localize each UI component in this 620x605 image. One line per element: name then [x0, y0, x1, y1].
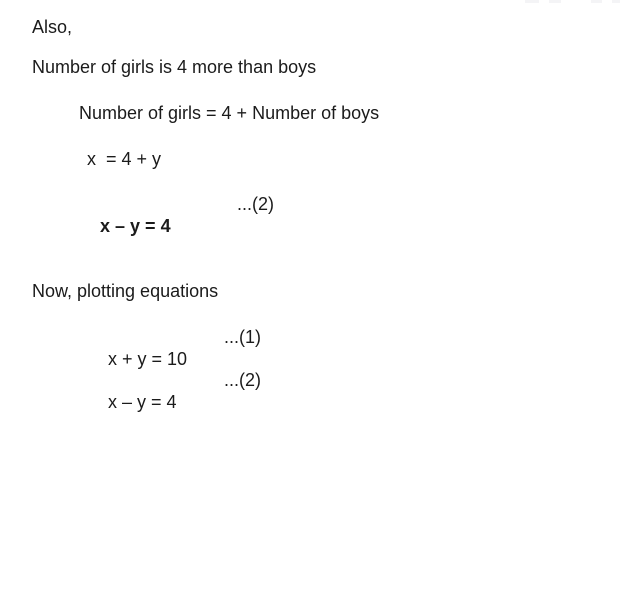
derivation-x-equals-line: x = 4 + y	[87, 149, 162, 169]
plot-equation-2-line	[88, 369, 262, 457]
plot-equation-1-ref: ...(1)	[224, 327, 262, 347]
cropped-text-artifact	[591, 0, 602, 3]
equation-2-ref: ...(2)	[237, 194, 275, 214]
cropped-text-artifact	[612, 0, 620, 3]
plot-equation-2-text: x – y = 4	[108, 392, 177, 412]
equation-2-text: x – y = 4	[100, 216, 171, 236]
derivation-equation-2-line	[80, 193, 275, 281]
plotting-heading: Now, plotting equations	[32, 281, 219, 301]
statement-text: Number of girls is 4 more than boys	[32, 57, 317, 77]
cropped-text-artifact	[525, 0, 539, 3]
plot-equation-1-text: x + y = 10	[108, 349, 188, 369]
intro-text: Also,	[32, 17, 73, 37]
cropped-text-artifact	[549, 0, 561, 3]
plot-equation-2-ref: ...(2)	[224, 370, 262, 390]
derivation-girls-equation: Number of girls = 4 + Number of boys	[79, 103, 380, 123]
